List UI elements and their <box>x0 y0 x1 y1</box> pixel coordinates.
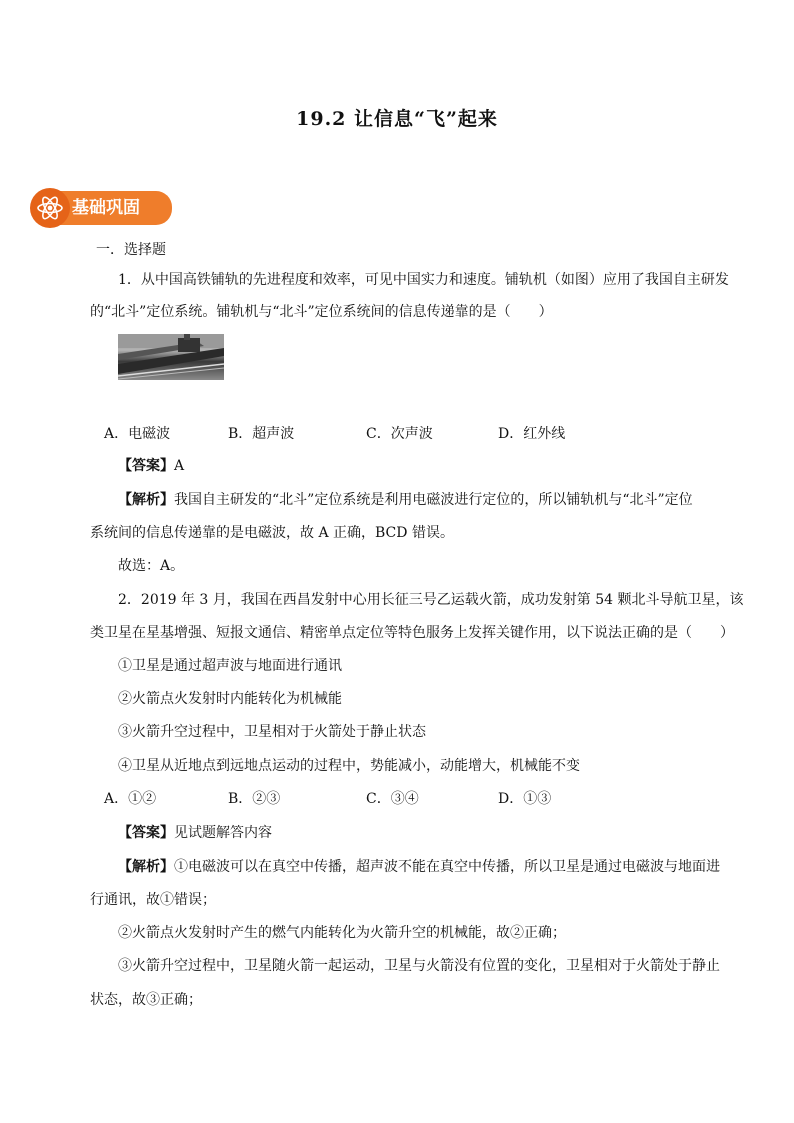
analysis-label: 【解析】 <box>118 859 174 875</box>
q1-option-d[interactable]: D．红外线 <box>498 426 566 442</box>
q2-option-a[interactable]: A．①② <box>104 791 157 807</box>
atom-icon <box>30 188 70 228</box>
q2-statement-4: ④卫星从近地点到远地点运动的过程中，势能减小，动能增大，机械能不变 <box>118 758 580 774</box>
track-laying-machine-photo <box>118 334 224 380</box>
q1-answer <box>118 456 184 476</box>
q2-analysis-line3: ②火箭点火发射时产生的燃气内能转化为火箭升空的机械能，故②正确； <box>118 925 566 941</box>
answer-value: A <box>174 458 185 474</box>
section-badge <box>30 188 172 228</box>
q2-line2: 类卫星在星基增强、短报文通信、精密单点定位等特色服务上发挥关键作用，以下说法正确的是（ ） <box>90 625 734 641</box>
q2-line1: 2．2019 年 3 月，我国在西昌发射中心用长征三号乙运载火箭，成功发射第 54 颗北斗导航卫星，该 <box>118 592 744 608</box>
answer-value: 见试题解答内容 <box>174 825 272 841</box>
q1-analysis-line1 <box>118 490 693 510</box>
q1-option-b[interactable]: B．超声波 <box>228 426 295 442</box>
analysis-text: ①电磁波可以在真空中传播，超声波不能在真空中传播，所以卫星是通过电磁波与地面进 <box>174 859 720 875</box>
q1-line2: 的“北斗”定位系统。铺轨机与“北斗”定位系统间的信息传递靠的是（ ） <box>90 304 553 320</box>
q2-statement-1: ①卫星是通过超声波与地面进行通讯 <box>118 658 342 674</box>
q1-choose: 故选：A。 <box>118 558 185 574</box>
q2-option-d[interactable]: D．①③ <box>498 791 552 807</box>
answer-label: 【答案】 <box>118 458 174 474</box>
q2-statement-3: ③火箭升空过程中，卫星相对于火箭处于静止状态 <box>118 724 426 740</box>
q1-option-c[interactable]: C．次声波 <box>366 426 433 442</box>
analysis-text: 我国自主研发的“北斗”定位系统是利用电磁波进行定位的，所以铺轨机与“北斗”定位 <box>174 492 693 508</box>
analysis-label: 【解析】 <box>118 492 174 508</box>
q2-analysis-line4: ③火箭升空过程中，卫星随火箭一起运动，卫星与火箭没有位置的变化，卫星相对于火箭处于静止 <box>118 958 720 974</box>
q1-analysis-line2: 系统间的信息传递靠的是电磁波，故 A 正确，BCD 错误。 <box>90 525 454 541</box>
q1-option-a[interactable]: A．电磁波 <box>104 426 171 442</box>
answer-label: 【答案】 <box>118 825 174 841</box>
q2-analysis-line5: 状态，故③正确； <box>90 992 202 1008</box>
q2-analysis-line1 <box>118 857 720 877</box>
q2-option-b[interactable]: B．②③ <box>228 791 281 807</box>
page-title: 19.2 让信息“飞”起来 <box>296 108 498 130</box>
q2-statement-2: ②火箭点火发射时内能转化为机械能 <box>118 691 342 707</box>
part-heading: 一．选择题 <box>96 242 166 258</box>
q1-line1: 1．从中国高铁铺轨的先进程度和效率，可见中国实力和速度。铺轨机（如图）应用了我国自主研发 <box>118 272 729 288</box>
q2-option-c[interactable]: C．③④ <box>366 791 419 807</box>
q2-answer <box>118 823 272 843</box>
q2-analysis-line2: 行通讯，故①错误； <box>90 892 216 908</box>
section-label: 基础巩固 <box>72 198 140 218</box>
